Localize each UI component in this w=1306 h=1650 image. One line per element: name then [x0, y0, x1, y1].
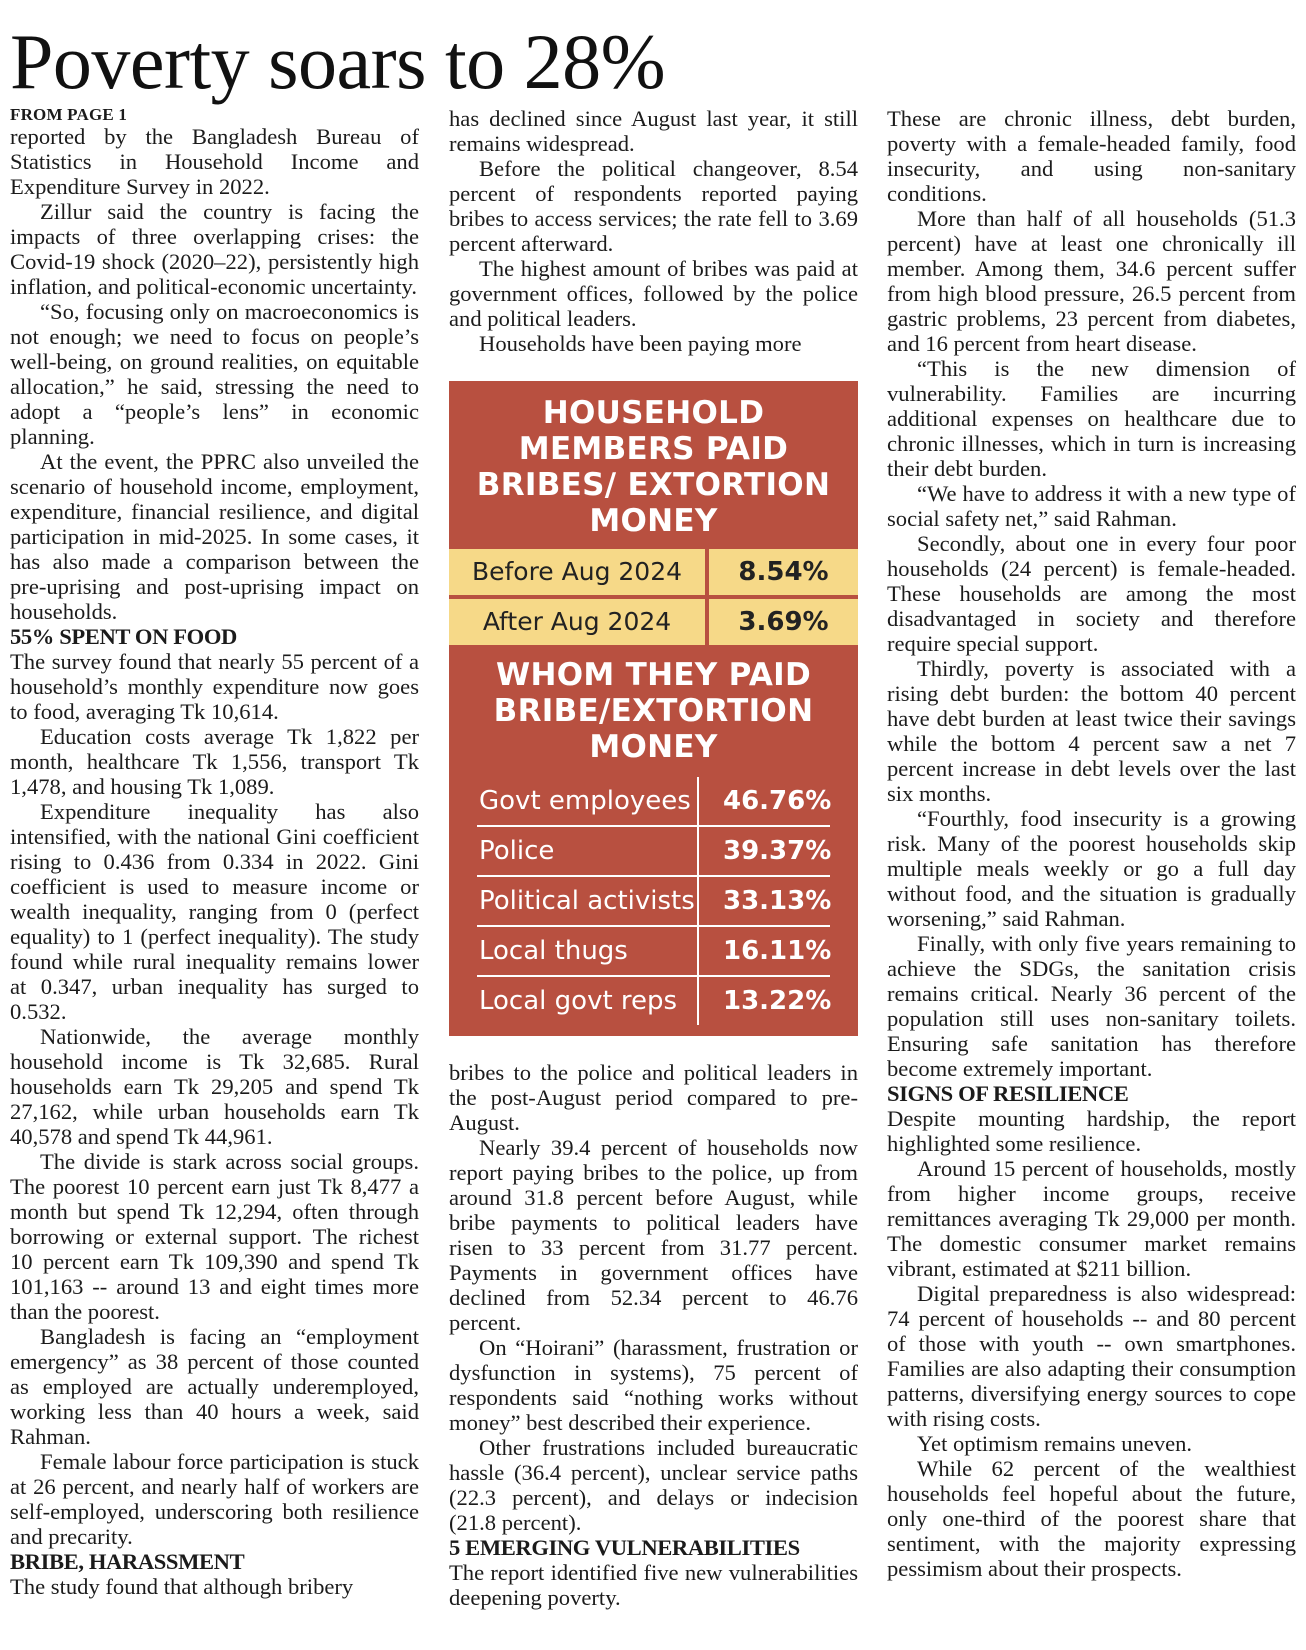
- subhead-bribe: BRIBE, HARASSMENT: [10, 1549, 245, 1574]
- subhead-resilience: SIGNS OF RESILIENCE: [887, 1081, 1129, 1106]
- article-column-1: [10, 106, 419, 1646]
- table-row: [449, 549, 858, 595]
- bribe-infographic: [449, 381, 858, 1036]
- paragraph: Thirdly, poverty is associated with a rising debt burden: the bottom 40 percent have debt burden at least twice their savings while the bottom 4 percent saw a net 7 percent increase in debt levels over the last six months.: [887, 656, 1296, 806]
- paragraph: Despite mounting hardship, the report highlighted some resilience.: [887, 1106, 1296, 1156]
- paragraph: More than half of all households (51.3 percent) have at least one chronically ill member. Among them, 34.6 percent suffer from high blood pressure, 26.5 percent from gastric problems, 23 percent from diabetes, and 16 percent from heart disease.: [887, 206, 1296, 356]
- paragraph: Before the political changeover, 8.54 percent of respondents reported paying bribes to access services; the rate fell to 3.69 percent afterward.: [449, 156, 858, 256]
- paragraph: Other frustrations included bureaucratic hassle (36.4 percent), unclear service paths (22.3 percent), and delays or indecision (21.8 percent).: [449, 1435, 858, 1535]
- paragraph: “Fourthly, food insecurity is a growing risk. Many of the poorest households skip multiple meals weekly or go a full day without food, and the situation is gradually worsening,” said Rahman.: [887, 806, 1296, 931]
- paragraph: On “Hoirani” (harassment, frustration or dysfunction in systems), 75 percent of respondents said “nothing works without money” best described their experience.: [449, 1335, 858, 1435]
- paragraph: “We have to address it with a new type of social safety net,” said Rahman.: [887, 481, 1296, 531]
- table-row: [477, 927, 830, 977]
- paragraph: Households have been paying more: [479, 331, 802, 356]
- paragraph: Female labour force participation is stuck at 26 percent, and nearly half of workers are self-employed, underscoring both resilience and precarity.: [10, 1449, 419, 1549]
- infographic-title-1: HOUSEHOLD MEMBERS PAID BRIBES/ EXTORTION MONEY: [476, 395, 831, 539]
- paragraph: The survey found that nearly 55 percent of a household’s monthly expenditure now goes to food, averaging Tk 10,614.: [10, 649, 419, 724]
- row-value: 39.37%: [723, 836, 832, 866]
- paragraph: Secondly, about one in every four poor households (24 percent) is female-headed. These households are among the most disadvantaged in society and therefore require special support.: [887, 531, 1296, 656]
- paragraph: Zillur said the country is facing the impacts of three overlapping crises: the Covid-19 shock (2020–22), persistently high inflation, and political-economic uncertainty.: [10, 199, 419, 299]
- paragraph: bribes to the police and political leaders in the post-August period compared to pre-August.: [449, 1060, 858, 1135]
- bribe-period-table: [449, 549, 858, 645]
- paragraph: The study found that although bribery: [10, 1574, 354, 1599]
- paragraph: reported by the Bangladesh Bureau of Statistics in Household Income and Expenditure Survey in 2022.: [10, 124, 419, 199]
- article-column-3: [887, 106, 1296, 1646]
- row-label: Local thugs: [477, 927, 699, 975]
- row-label: Govt employees: [477, 777, 699, 825]
- paragraph: The highest amount of bribes was paid at government offices, followed by the police and political leaders.: [449, 256, 858, 331]
- paragraph: Digital preparedness is also widespread: 74 percent of households -- and 80 percent of those with youth -- own smartphones. Families are also adapting their consumption patterns, diversifying energy sources to cope with rising costs.: [887, 1281, 1296, 1431]
- subhead-food: 55% SPENT ON FOOD: [10, 624, 237, 649]
- paragraph: Around 15 percent of households, mostly from higher income groups, receive remittances averaging Tk 29,000 per month. The domestic consumer market remains vibrant, estimated at $211 billion.: [887, 1156, 1296, 1281]
- paragraph: At the event, the PPRC also unveiled the scenario of household income, employment, expenditure, financial resilience, and digital participation in mid-2025. In some cases, it has also made a comparison between the pre-uprising and post-uprising impact on households.: [10, 449, 419, 624]
- row-label: Police: [477, 827, 699, 875]
- table-row: [477, 977, 830, 1025]
- paragraph: “So, focusing only on macroeconomics is not enough; we need to focus on people’s well-being, on ground realities, on equitable allocation,” he said, stressing the need to adopt a “people’s lens” in economic planning.: [10, 299, 419, 449]
- table-row: [477, 777, 830, 827]
- paragraph: Nearly 39.4 percent of households now report paying bribes to the police, up from around 31.8 percent before August, while bribe payments to political leaders have risen to 33 percent from 31.77 percent. Payments in government offices have declined from 52.34 percent to 46.76 percent.: [449, 1135, 858, 1335]
- from-page-label: FROM PAGE 1: [10, 106, 128, 124]
- row-value: 46.76%: [723, 786, 832, 816]
- bribe-recipient-table: [449, 777, 858, 1025]
- paragraph: Yet optimism remains uneven.: [917, 1431, 1193, 1456]
- subhead-vulnerabilities: 5 EMERGING VULNERABILITIES: [449, 1535, 800, 1560]
- paragraph: Nationwide, the average monthly household income is Tk 32,685. Rural households earn Tk 29,205 and spend Tk 27,162, while urban households earn Tk 40,578 and spend Tk 44,961.: [10, 1024, 419, 1149]
- paragraph: The divide is stark across social groups. The poorest 10 percent earn just Tk 8,477 a month but spend Tk 12,294, often through borrowing or external support. The richest 10 percent earn Tk 109,390 and spend Tk 101,163 -- around 13 and eight times more than the poorest.: [10, 1149, 419, 1324]
- table-row: [477, 877, 830, 927]
- row-label: Political activists: [477, 877, 699, 925]
- paragraph: Finally, with only five years remaining to achieve the SDGs, the sanitation crisis remains critical. Nearly 36 percent of the population still uses non-sanitary toilets. Ensuring safe sanitation has therefore become extremely important.: [887, 931, 1296, 1081]
- table-row: [449, 599, 858, 645]
- paragraph: Expenditure inequality has also intensified, with the national Gini coefficient rising to 0.436 from 0.334 in 2022. Gini coefficient is used to measure income or wealth inequality, ranging from 0 (perfect equality) to 1 (perfect inequality). The study found while rural inequality remains lower at 0.347, urban inequality has surged to 0.532.: [10, 799, 419, 1024]
- article-column-2: [449, 106, 858, 1646]
- row-value: 13.22%: [723, 986, 832, 1016]
- infographic-title-2: WHOM THEY PAID BRIBE/EXTORTION MONEY: [493, 657, 814, 765]
- paragraph: The report identified five new vulnerabilities deepening poverty.: [449, 1560, 858, 1610]
- row-label: Before Aug 2024: [449, 549, 705, 595]
- paragraph: Bangladesh is facing an “employment emergency” as 38 percent of those counted as employed are actually underemployed, working less than 40 hours a week, said Rahman.: [10, 1324, 419, 1449]
- row-value: 16.11%: [723, 936, 832, 966]
- headline: Poverty soars to 28%: [10, 18, 666, 105]
- paragraph: While 62 percent of the wealthiest households feel hopeful about the future, only one-third of the poorest share that sentiment, with the majority expressing pessimism about their prospects.: [887, 1456, 1296, 1581]
- row-value: 3.69%: [709, 599, 858, 645]
- paragraph: has declined since August last year, it still remains widespread.: [449, 106, 858, 156]
- paragraph: Education costs average Tk 1,822 per month, healthcare Tk 1,556, transport Tk 1,478, and housing Tk 1,089.: [10, 724, 419, 799]
- row-label: Local govt reps: [477, 977, 699, 1025]
- paragraph: These are chronic illness, debt burden, poverty with a female-headed family, food insecurity, and using non-sanitary conditions.: [887, 106, 1296, 206]
- paragraph: “This is the new dimension of vulnerability. Families are incurring additional expenses on healthcare due to chronic illnesses, which in turn is increasing their debt burden.: [887, 356, 1296, 481]
- table-row: [477, 827, 830, 877]
- row-value: 8.54%: [709, 549, 858, 595]
- row-value: 33.13%: [723, 886, 832, 916]
- row-label: After Aug 2024: [449, 599, 705, 645]
